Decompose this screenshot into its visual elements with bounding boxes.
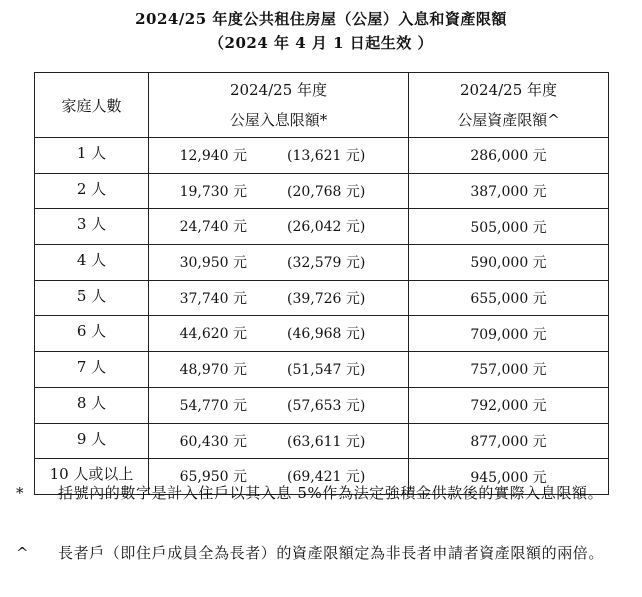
net-income-limit-value: (26,042 元): [287, 219, 366, 236]
table-row: [35, 316, 609, 352]
asset-limit-header: [409, 73, 609, 138]
asset-limit-cell: 505,000 元: [409, 209, 609, 245]
asset-limit-cell: 877,000 元: [409, 423, 609, 459]
footnote-asterisk-symbol: *: [16, 484, 24, 502]
income-limit-value: 54,770 元: [179, 397, 247, 414]
net-income-limit-value: (13,621 元): [287, 148, 366, 164]
table-row: [35, 209, 609, 245]
income-limit-cell: [149, 173, 409, 209]
income-limit-cell: [149, 138, 409, 174]
table-row: [35, 173, 609, 209]
household-size-cell: 7 人: [35, 352, 149, 388]
income-limit-header: [149, 73, 409, 138]
net-income-limit-value: (57,653 元): [287, 397, 366, 414]
net-income-limit-value: (46,968 元): [287, 326, 366, 343]
asset-limit-cell: 655,000 元: [409, 280, 609, 316]
table-row: [35, 138, 609, 174]
table-row: [35, 245, 609, 281]
household-size-cell: 1 人: [35, 138, 149, 174]
household-size-cell: 4 人: [35, 245, 149, 281]
table-row: [35, 280, 609, 316]
household-size-cell: 3 人: [35, 209, 149, 245]
household-size-cell: 8 人: [35, 387, 149, 423]
income-limit-value: 12,940 元: [179, 148, 247, 164]
table-row: [35, 423, 609, 459]
income-limit-year: 2024/25 年度: [229, 81, 328, 99]
income-limit-value: 19,730 元: [179, 183, 247, 200]
table-row: [35, 352, 609, 388]
income-limit-value: 37,740 元: [179, 290, 247, 307]
household-size-cell: 6 人: [35, 316, 149, 352]
asset-limit-cell: 286,000 元: [409, 138, 609, 174]
net-income-limit-value: (32,579 元): [287, 255, 366, 272]
asset-limit-cell: 387,000 元: [409, 173, 609, 209]
income-asset-limits-table: [34, 72, 609, 495]
household-size-cell: 10 人或以上: [35, 459, 149, 495]
asset-limit-cell: 945,000 元: [409, 459, 609, 495]
asset-limit-cell: 590,000 元: [409, 245, 609, 281]
footnote-text: 括號內的數字是計入住戶以其入息 5%作為法定強積金供款後的實際入息限額。: [58, 484, 604, 502]
asset-limit-cell: 792,000 元: [409, 387, 609, 423]
net-income-limit-value: (39,726 元): [287, 290, 366, 307]
net-income-limit-value: (51,547 元): [287, 362, 366, 379]
document-title: 2024/25 年度公共租住房屋（公屋）入息和資產限額: [135, 10, 507, 28]
asset-limit-cell: 709,000 元: [409, 316, 609, 352]
table-header-row: [35, 73, 609, 138]
asset-limit-year: 2024/25 年度: [459, 81, 558, 99]
income-limit-value: 60,430 元: [179, 433, 247, 450]
footnote-caret-symbol: ^: [16, 544, 29, 562]
income-limit-cell: [149, 245, 409, 281]
income-limit-value: 65,950 元: [179, 469, 247, 486]
household-size-cell: 2 人: [35, 173, 149, 209]
income-limit-cell: [149, 209, 409, 245]
asset-limit-cell: 757,000 元: [409, 352, 609, 388]
income-limit-value: 44,620 元: [179, 326, 247, 343]
income-limit-cell: [149, 280, 409, 316]
income-limit-cell: [149, 423, 409, 459]
income-limit-value: 48,970 元: [179, 362, 247, 379]
income-limit-value: 30,950 元: [179, 255, 247, 272]
effective-date-subtitle: （2024 年 4 月 1 日起生效 ）: [209, 34, 433, 52]
table-row: [35, 387, 609, 423]
asset-limit-label: 公屋資產限額^: [457, 111, 560, 129]
household-size-cell: 9 人: [35, 423, 149, 459]
income-limit-label: 公屋入息限額*: [229, 111, 328, 129]
net-income-limit-value: (63,611 元): [287, 433, 366, 450]
income-limit-cell: [149, 316, 409, 352]
footnote-text: 長者戶（即住戶成員全為長者）的資產限額定為非長者申請者資產限額的兩倍。: [58, 544, 605, 562]
net-income-limit-value: (69,421 元): [287, 469, 366, 486]
income-limit-cell: [149, 387, 409, 423]
income-limit-value: 24,740 元: [179, 219, 247, 236]
household-size-header: 家庭人數: [35, 73, 149, 138]
income-limit-cell: [149, 352, 409, 388]
net-income-limit-value: (20,768 元): [287, 183, 366, 200]
household-size-cell: 5 人: [35, 280, 149, 316]
